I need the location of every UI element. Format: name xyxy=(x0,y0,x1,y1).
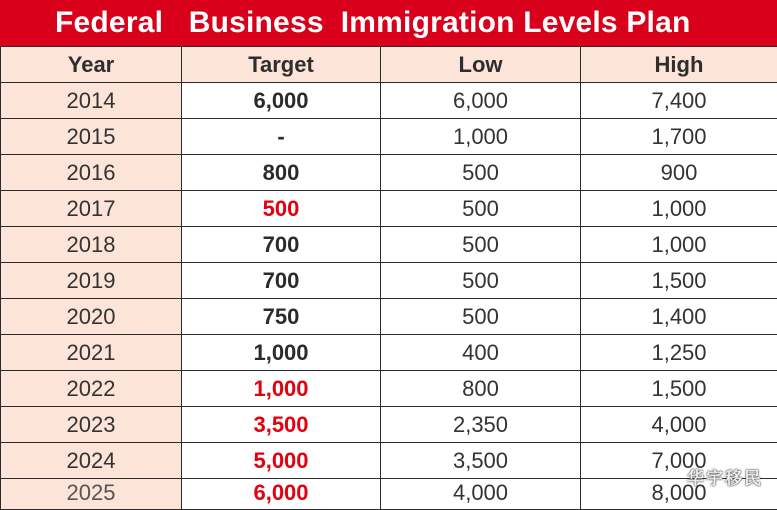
column-header-low: Low xyxy=(381,47,581,83)
levels-plan-table xyxy=(0,46,777,510)
year-cell: 2018 xyxy=(1,227,182,263)
year-cell: 2025 xyxy=(1,479,182,510)
year-cell: 2016 xyxy=(1,155,182,191)
high-cell: 1,500 xyxy=(581,371,777,407)
year-cell: 2022 xyxy=(1,371,182,407)
high-cell: 900 xyxy=(581,155,777,191)
table-row xyxy=(1,479,777,510)
table-row xyxy=(1,119,777,155)
low-cell: 1,000 xyxy=(381,119,581,155)
table-row xyxy=(1,227,777,263)
page-title: Federal Business Immigration Levels Plan xyxy=(0,0,777,46)
target-cell: 800 xyxy=(182,155,381,191)
watermark-logo: 华宇移民 xyxy=(687,464,763,489)
high-cell: 1,400 xyxy=(581,299,777,335)
high-cell: 1,500 xyxy=(581,263,777,299)
low-cell: 800 xyxy=(381,371,581,407)
high-cell: 7,400 xyxy=(581,83,777,119)
target-cell: 5,000 xyxy=(182,443,381,479)
table-row xyxy=(1,191,777,227)
low-cell: 500 xyxy=(381,155,581,191)
target-cell: 1,000 xyxy=(182,335,381,371)
column-header-high: High xyxy=(581,47,777,83)
low-cell: 400 xyxy=(381,335,581,371)
year-cell: 2017 xyxy=(1,191,182,227)
high-cell: 1,000 xyxy=(581,191,777,227)
year-cell: 2019 xyxy=(1,263,182,299)
target-cell: 1,000 xyxy=(182,371,381,407)
low-cell: 6,000 xyxy=(381,83,581,119)
table-row xyxy=(1,443,777,479)
table-row xyxy=(1,155,777,191)
table-header-row xyxy=(1,47,777,83)
target-cell: 750 xyxy=(182,299,381,335)
target-cell: 6,000 xyxy=(182,83,381,119)
table-row xyxy=(1,335,777,371)
table-row xyxy=(1,299,777,335)
low-cell: 500 xyxy=(381,263,581,299)
year-cell: 2021 xyxy=(1,335,182,371)
table-row xyxy=(1,263,777,299)
low-cell: 500 xyxy=(381,227,581,263)
column-header-target: Target xyxy=(182,47,381,83)
year-cell: 2023 xyxy=(1,407,182,443)
high-cell: 1,700 xyxy=(581,119,777,155)
high-cell: 8,000 xyxy=(581,479,777,510)
target-cell: 700 xyxy=(182,263,381,299)
year-cell: 2015 xyxy=(1,119,182,155)
target-cell: - xyxy=(182,119,381,155)
high-cell: 7,000 xyxy=(581,443,777,479)
high-cell: 1,250 xyxy=(581,335,777,371)
column-header-year: Year xyxy=(1,47,182,83)
year-cell: 2024 xyxy=(1,443,182,479)
low-cell: 500 xyxy=(381,299,581,335)
low-cell: 2,350 xyxy=(381,407,581,443)
high-cell: 4,000 xyxy=(581,407,777,443)
table-row xyxy=(1,371,777,407)
low-cell: 4,000 xyxy=(381,479,581,510)
low-cell: 500 xyxy=(381,191,581,227)
target-cell: 6,000 xyxy=(182,479,381,510)
table-row xyxy=(1,83,777,119)
target-cell: 500 xyxy=(182,191,381,227)
target-cell: 3,500 xyxy=(182,407,381,443)
table-row xyxy=(1,407,777,443)
low-cell: 3,500 xyxy=(381,443,581,479)
year-cell: 2020 xyxy=(1,299,182,335)
high-cell: 1,000 xyxy=(581,227,777,263)
table-body xyxy=(1,83,777,510)
year-cell: 2014 xyxy=(1,83,182,119)
target-cell: 700 xyxy=(182,227,381,263)
